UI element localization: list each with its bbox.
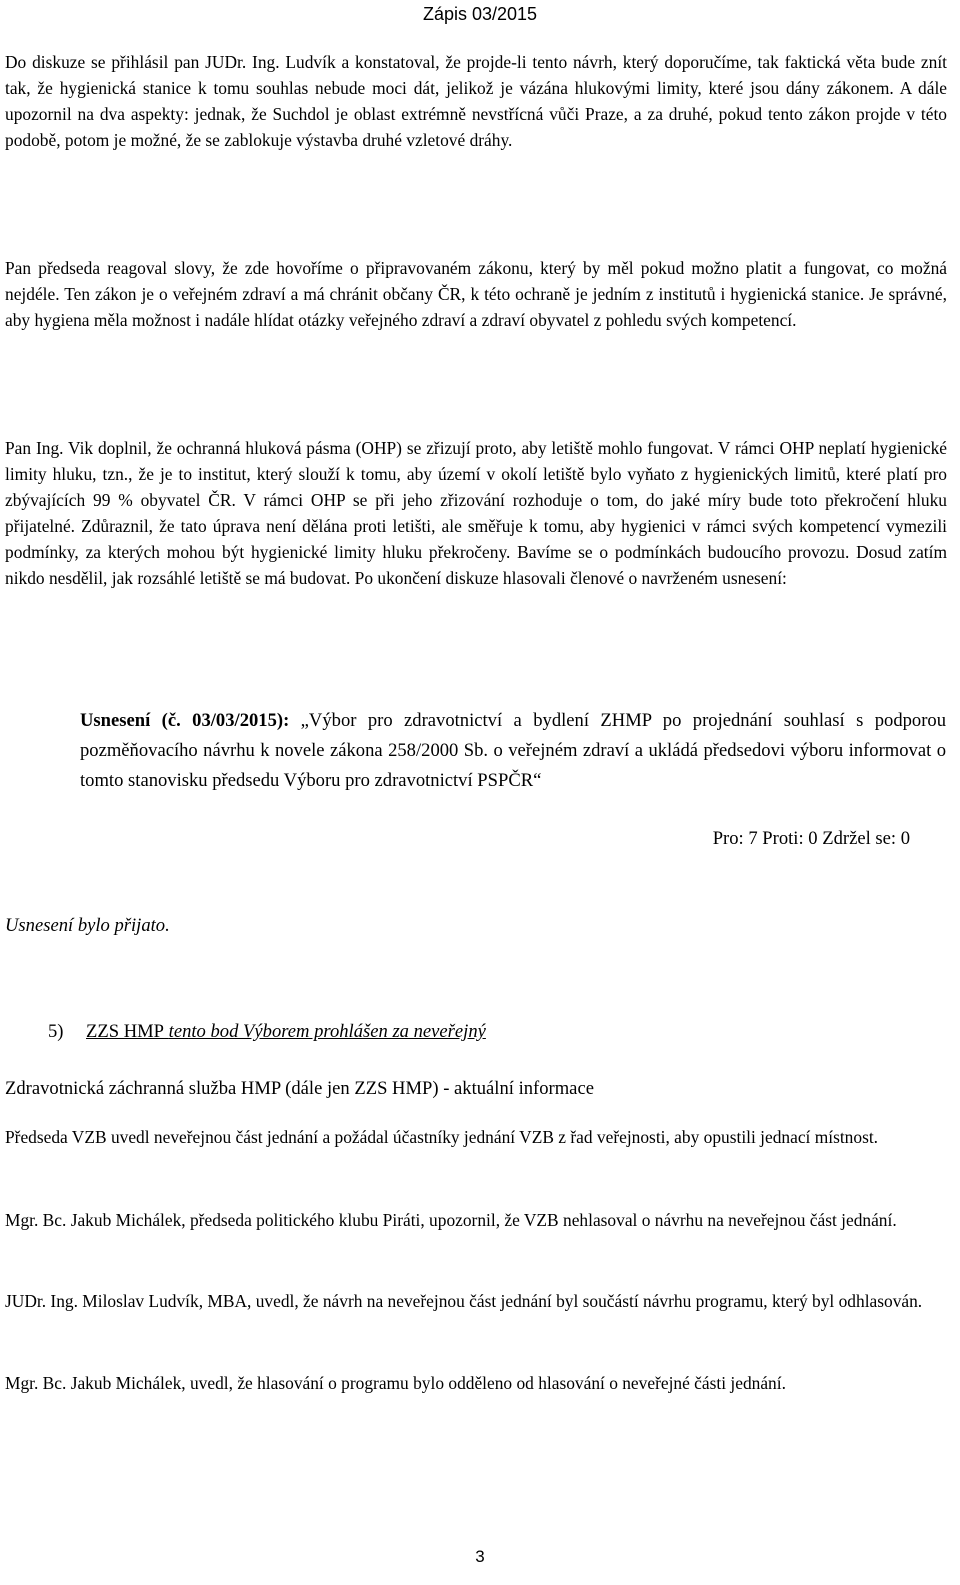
paragraph-ludvik-discussion: Do diskuze se přihlásil pan JUDr. Ing. Ludvík a konstatoval, že projde-li tento návrh, který doporučíme, tak faktická věta bude znít tak, že hygienická stanice k tomu souhlas nebude moci dát, jelikož je vázána hlukovými limity, které jsou dány zákonem. A dále upozornil na dva aspekty: jednak, že Suchdol je oblast extrémně nevstřícná vůči Praze, a za druhé, pokud tento zákon projde v této podobě, potom je možné, že se zablokuje výstavba druhé vzletové dráhy. — [5, 52, 947, 150]
page-number: 3 — [475, 1547, 485, 1566]
section-note: tento bod Výborem prohlášen za neveřejný — [168, 1021, 486, 1042]
section-title: ZZS HMP — [86, 1021, 165, 1042]
paragraph-ludvik-program: JUDr. Ing. Miloslav Ludvík, MBA, uvedl, že návrh na neveřejnou část jednání byl součástí návrhu programu, který byl odhlasován. — [5, 1291, 923, 1311]
resolution-label: Usnesení (č. 03/03/2015): — [80, 710, 290, 731]
paragraph-michalek-2: Mgr. Bc. Jakub Michálek, uvedl, že hlasování o programu bylo odděleno od hlasování o neveřejné části jednání. — [5, 1373, 786, 1393]
resolution-text: „Výbor pro zdravotnictví a bydlení ZHMP po projednání souhlasí s podporou pozměňovacího návrhu k novele zákona 258/2000 Sb. o veřejném zdraví a ukládá předsedovi výboru informovat o tomto stanovisku předsedu Výboru pro zdravotnictví PSPČR“ — [80, 710, 946, 791]
paragraph-michalek-1: Mgr. Bc. Jakub Michálek, předseda politického klubu Piráti, upozornil, že VZB nehlasoval o návrhu na neveřejnou část jednání. — [5, 1210, 897, 1230]
paragraph-chair-nonpublic: Předseda VZB uvedl neveřejnou část jednání a požádal účastníky jednání VZB z řad veřejnosti, aby opustili jednací místnost. — [5, 1127, 879, 1147]
page-header: Zápis 03/2015 — [422, 4, 538, 24]
section-number: 5) — [48, 1021, 64, 1042]
paragraph-chairman-reply: Pan předseda reagoval slovy, že zde hovoříme o připravovaném zákonu, který by měl pokud možno platit a fungovat, co možná nejdéle. Ten zákon je o veřejném zdraví a má chránit občany ČR, k této ochraně je jedním z institutů i hygienická stanice. Je správné, aby hygiena měla možnost i nadále hlídat otázky veřejného zdraví a zdraví obyvatel z pohledu svých kompetencí. — [5, 258, 947, 330]
resolution-block — [80, 706, 946, 796]
section-subtitle: Zdravotnická záchranná služba HMP (dále jen ZZS HMP) - aktuální informace — [5, 1078, 594, 1099]
paragraph-vik-comment: Pan Ing. Vik doplnil, že ochranná hluková pásma (OHP) se zřizují proto, aby letiště mohlo fungovat. V rámci OHP neplatí hygienické limity hluku, tzn., že je to institut, který slouží k tomu, aby území v okolí letiště bylo vyňato z hygienických limitů, které platí pro zbývajících 99 % obyvatel ČR. V rámci OHP se při jeho zřizování rozhoduje o tom, do jaké míry bude toto překročení hluku přijatelné. Zdůraznil, že tato úprava není dělána proti letišti, ale směřuje k tomu, aby hygienici v rámci svých kompetencí vymezili podmínky, za kterých mohou být hygienické limity hluku překročeny. Bavíme se o podmínkách budoucího provozu. Dosud zatím nikdo nesdělil, jak rozsáhlé letiště se má budovat. Po ukončení diskuze hlasovali členové o navrženém usnesení: — [5, 438, 947, 588]
resolution-accepted: Usnesení bylo přijato. — [5, 915, 170, 936]
section-heading — [48, 1017, 486, 1047]
vote-result: Pro: 7 Proti: 0 Zdržel se: 0 — [712, 828, 910, 849]
